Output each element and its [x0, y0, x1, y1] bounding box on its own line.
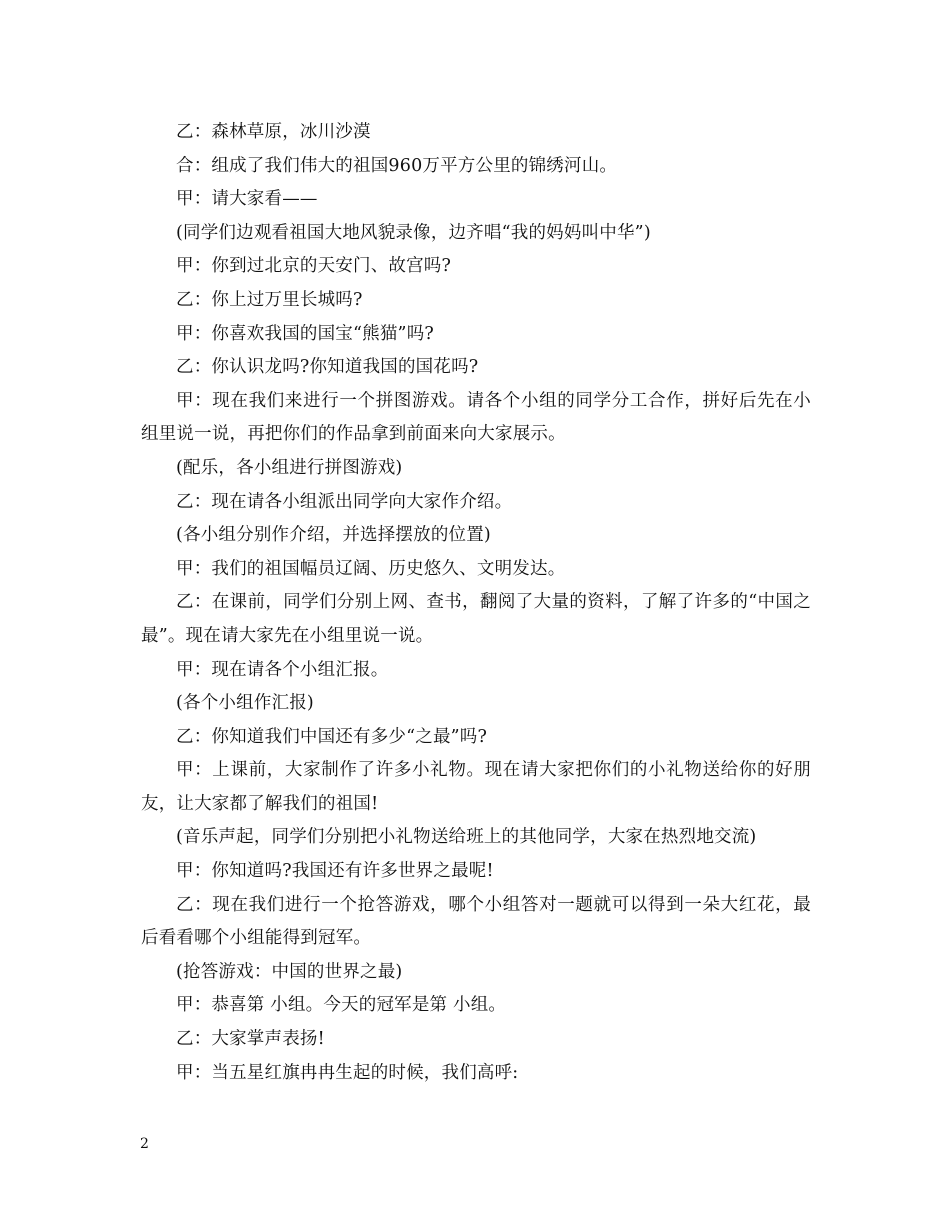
paragraph: 甲：请大家看——	[176, 189, 318, 210]
paragraph: (同学们边观看祖国大地风貌录像，边齐唱“我的妈妈叫中华”)	[176, 222, 651, 243]
paragraph: 乙：你认识龙吗?你知道我国的国花吗?	[176, 357, 479, 378]
paragraph: 乙：在课前，同学们分别上网、查书，翻阅了大量的资料，了解了许多的“中国之最”。现在请大家先在小组里说一说。	[141, 592, 811, 646]
paragraph: 乙：现在请各小组派出同学向大家作介绍。	[176, 491, 513, 512]
paragraph: 甲：我们的祖国幅员辽阔、历史悠久、文明发达。	[176, 558, 566, 579]
paragraph: (抢答游戏：中国的世界之最)	[176, 961, 403, 982]
paragraph: 甲：当五星红旗冉冉生起的时候，我们高呼:	[176, 1062, 519, 1083]
paragraph: 乙：大家掌声表扬!	[176, 1029, 325, 1050]
paragraph: 乙：你上过万里长城吗?	[176, 289, 363, 310]
page-number: 2	[140, 1136, 149, 1152]
paragraph: 乙：森林草原，冰川沙漠	[176, 122, 371, 142]
paragraph: 甲：上课前，大家制作了许多小礼物。现在请大家把你们的小礼物送给你的好朋友，让大家都了解我们的祖国!	[141, 760, 811, 814]
paragraph: (各个小组作汇报)	[176, 693, 314, 714]
paragraph: 甲：现在我们来进行一个拼图游戏。请各个小组的同学分工合作，拼好后先在小组里说一说，再把你们的作品拿到前面来向大家展示。	[141, 390, 811, 445]
paragraph: 合：组成了我们伟大的祖国960万平方公里的锦绣河山。	[176, 155, 618, 176]
paragraph: 甲：你到过北京的天安门、故宫吗?	[176, 256, 452, 277]
document-body	[141, 116, 811, 1090]
paragraph: 乙：你知道我们中国还有多少“之最”吗?	[176, 726, 488, 747]
paragraph: 甲：现在请各个小组汇报。	[176, 659, 389, 680]
paragraph: 甲：你知道吗?我国还有许多世界之最呢!	[176, 861, 494, 882]
paragraph: 甲：你喜欢我国的国宝“熊猫”吗?	[176, 323, 434, 344]
paragraph: (各小组分别作介绍，并选择摆放的位置)	[176, 525, 491, 546]
paragraph: 乙：现在我们进行一个抢答游戏，哪个小组答对一题就可以得到一朵大红花，最后看看哪个小组能得到冠军。	[141, 894, 811, 949]
paragraph: (配乐，各小组进行拼图游戏)	[176, 457, 403, 478]
paragraph: (音乐声起，同学们分别把小礼物送给班上的其他同学，大家在热烈地交流)	[176, 827, 757, 848]
paragraph: 甲：恭喜第 小组。今天的冠军是第 小组。	[176, 995, 507, 1016]
